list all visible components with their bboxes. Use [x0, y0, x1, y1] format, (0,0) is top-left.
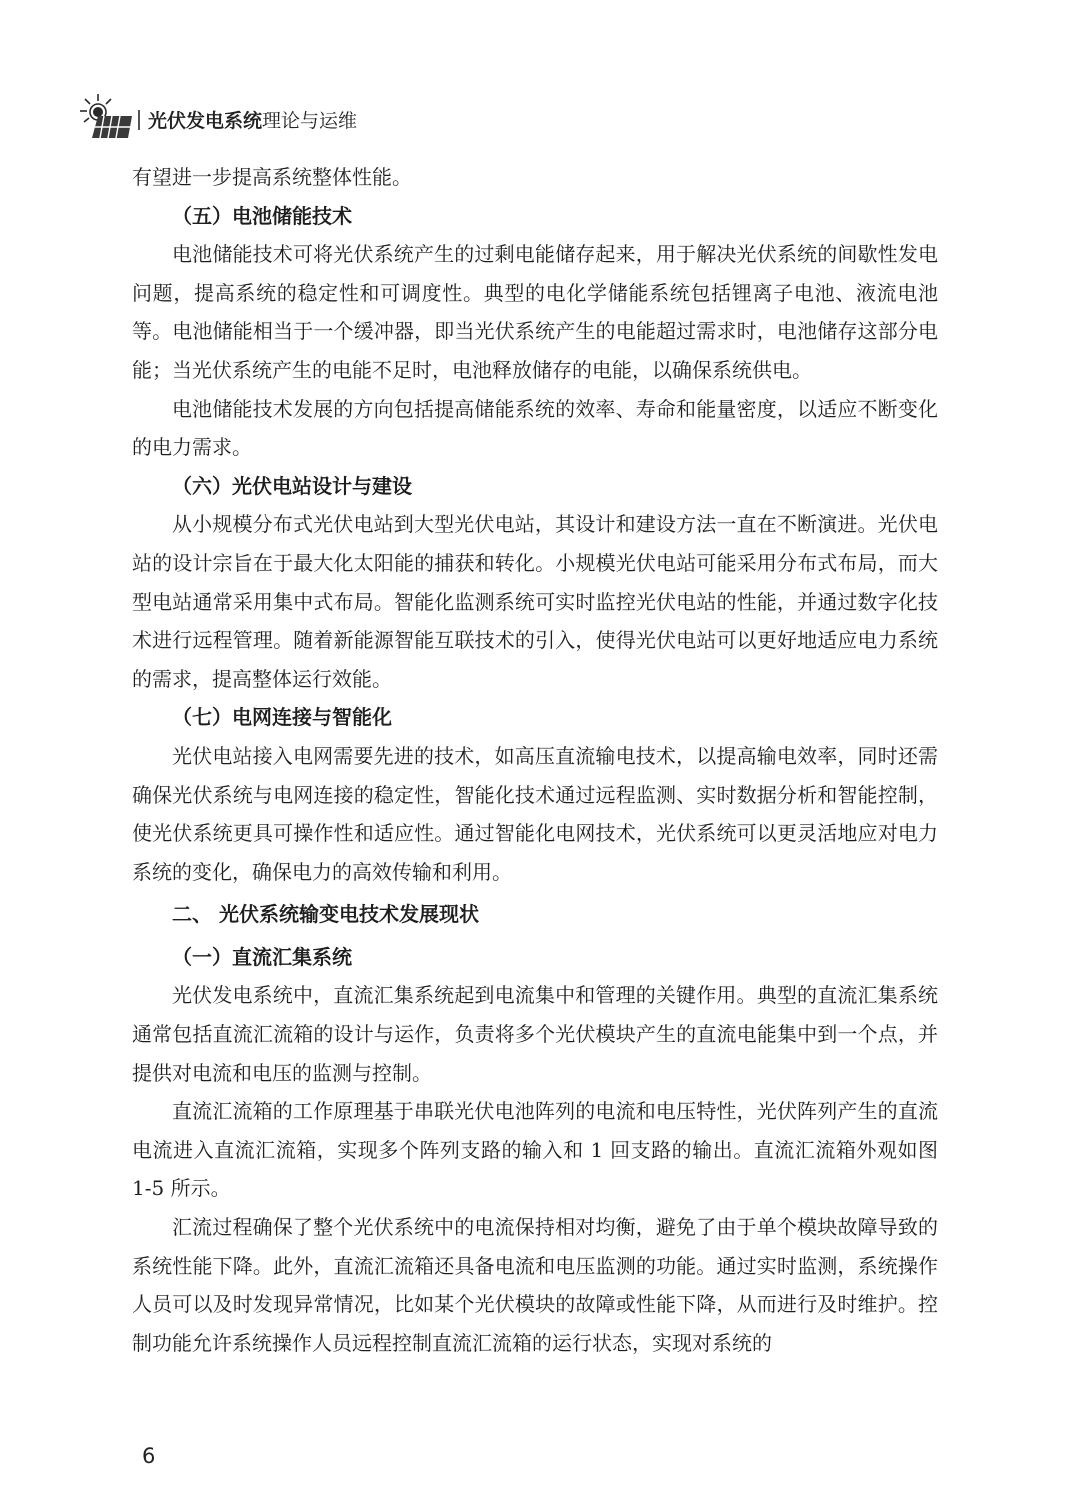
paragraph-continued: 有望进一步提高系统整体性能。	[132, 165, 412, 189]
page-body	[132, 158, 938, 1362]
paragraph: 电池储能技术可将光伏系统产生的过剩电能储存起来，用于解决光伏系统的间歇性发电问题，提高系统的稳定性和可调度性。典型的电化学储能系统包括锂离子电池、液流电池等。电池储能相当于一个缓冲器，即当光伏系统产生的电能超过需求时，电池储存这部分电能；当光伏系统产生的电能不足时，电池释放储存的电能，以确保系统供电。	[132, 242, 938, 382]
section-heading-pv-station-design: （六）光伏电站设计与建设	[172, 473, 412, 498]
section-heading-battery-storage: （五）电池储能技术	[172, 203, 352, 228]
paragraph: 汇流过程确保了整个光伏系统中的电流保持相对均衡，避免了由于单个模块故障导致的系统性能下降。此外，直流汇流箱还具备电流和电压监测的功能。通过实时监测，系统操作人员可以及时发现异常情况，比如某个光伏模块的故障或性能下降，从而进行及时维护。控制功能允许系统操作人员远程控制直流汇流箱的运行状态，实现对系统的	[132, 1215, 938, 1355]
section-heading-grid-connection: （七）电网连接与智能化	[172, 705, 392, 730]
paragraph: 从小规模分布式光伏电站到大型光伏电站，其设计和建设方法一直在不断演进。光伏电站的设计宗旨在于最大化太阳能的捕获和转化。小规模光伏电站可能采用分布式布局，而大型电站通常采用集中式布局。智能化监测系统可实时监控光伏电站的性能，并通过数字化技术进行远程管理。随着新能源智能互联技术的引入，使得光伏电站可以更好地适应电力系统的需求，提高整体运行效能。	[132, 512, 938, 691]
paragraph: 电池储能技术发展的方向包括提高储能系统的效率、寿命和能量密度，以适应不断变化的电力需求。	[132, 396, 938, 460]
paragraph: 直流汇流箱的工作原理基于串联光伏电池阵列的电流和电压特性，光伏阵列产生的直流电流进入直流汇流箱，实现多个阵列支路的输入和 1 回支路的输出。直流汇流箱外观如图 1-5 所示。	[132, 1099, 938, 1201]
section-heading-dc-collection: （一）直流汇集系统	[172, 944, 352, 969]
page-number: 6	[142, 1444, 156, 1468]
running-header-title	[138, 106, 357, 133]
header-title-rest: 理论与运维	[262, 110, 358, 132]
chapter-section-heading: 二、 光伏系统输变电技术发展现状	[172, 902, 479, 927]
paragraph: 光伏电站接入电网需要先进的技术，如高压直流输电技术，以提高输电效率，同时还需确保光伏系统与电网连接的稳定性，智能化技术通过远程监测、实时数据分析和智能控制，使光伏系统更具可操作性和适应性。通过智能化电网技术，光伏系统可以更灵活地应对电力系统的变化，确保电力的高效传输和利用。	[132, 743, 938, 884]
paragraph: 光伏发电系统中，直流汇集系统起到电流集中和管理的关键作用。典型的直流汇集系统通常包括直流汇流箱的设计与运作，负责将多个光伏模块产生的直流电能集中到一个点，并提供对电流和电压的监测与控制。	[132, 983, 938, 1085]
header-separator	[138, 110, 140, 130]
running-header	[76, 92, 676, 144]
solar-panel-sun-icon	[76, 92, 132, 142]
header-title-bold: 光伏发电系统	[148, 110, 263, 132]
